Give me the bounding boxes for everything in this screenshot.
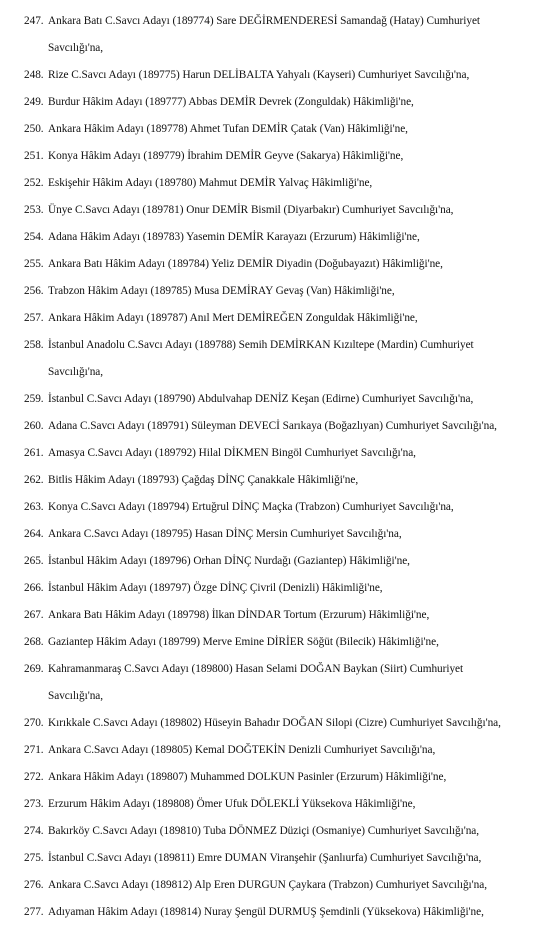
- list-item: [24, 251, 541, 278]
- entry-text: Ankara C.Savcı Adayı (189795) Hasan DİNÇ Mersin Cumhuriyet Savcılığı'na,: [48, 528, 402, 540]
- list-item: [24, 8, 541, 62]
- entry-text: Rize C.Savcı Adayı (189775) Harun DELİBALTA Yahyalı (Kayseri) Cumhuriyet Savcılığı'na,: [48, 69, 470, 81]
- list-item: [24, 602, 541, 629]
- entry-number: 255.: [24, 258, 44, 270]
- list-item: [24, 197, 541, 224]
- entry-text: Ankara Batı C.Savcı Adayı (189774) Sare DEĞİRMENDERESİ Samandağ (Hatay) Cumhuriyet: [48, 15, 481, 27]
- entry-text: Ankara Batı Hâkim Adayı (189784) Yeliz DEMİR Diyadin (Doğubayazıt) Hâkimliği'ne,: [48, 258, 443, 270]
- entry-number: 258.: [24, 339, 44, 351]
- list-item: [24, 413, 541, 440]
- entry-number: 262.: [24, 474, 44, 486]
- list-item: [24, 62, 541, 89]
- entry-text: Ankara Batı Hâkim Adayı (189798) İlkan DİNDAR Tortum (Erzurum) Hâkimliği'ne,: [48, 609, 430, 621]
- list-item: [24, 872, 541, 899]
- entry-number: 264.: [24, 528, 44, 540]
- entry-number: 252.: [24, 177, 44, 189]
- list-item: [24, 548, 541, 575]
- list-item: [24, 224, 541, 251]
- list-item: [24, 89, 541, 116]
- entry-text: Burdur Hâkim Adayı (189777) Abbas DEMİR Devrek (Zonguldak) Hâkimliği'ne,: [48, 96, 414, 108]
- list-item: [24, 386, 541, 413]
- entry-text: Ankara Hâkim Adayı (189787) Anıl Mert DEMİREĞEN Zonguldak Hâkimliği'ne,: [48, 312, 418, 324]
- entry-text: Amasya C.Savcı Adayı (189792) Hilal DİKMEN Bingöl Cumhuriyet Savcılığı'na,: [48, 447, 416, 459]
- appointment-list: [24, 8, 541, 926]
- entry-continuation: Savcılığı'na,: [48, 366, 104, 378]
- entry-continuation: Savcılığı'na,: [48, 690, 104, 702]
- entry-continuation: Savcılığı'na,: [48, 42, 104, 54]
- entry-text: Erzurum Hâkim Adayı (189808) Ömer Ufuk DÖLEKLİ Yüksekova Hâkimliği'ne,: [48, 798, 416, 810]
- entry-number: 247.: [24, 15, 44, 27]
- entry-number: 268.: [24, 636, 44, 648]
- entry-text: Adana Hâkim Adayı (189783) Yasemin DEMİR Karayazı (Erzurum) Hâkimliği'ne,: [48, 231, 420, 243]
- entry-text: Ankara C.Savcı Adayı (189805) Kemal DOĞTEKİN Denizli Cumhuriyet Savcılığı'na,: [48, 744, 436, 756]
- list-item: [24, 575, 541, 602]
- entry-number: 265.: [24, 555, 44, 567]
- list-item: [24, 143, 541, 170]
- list-item: [24, 629, 541, 656]
- list-item: [24, 791, 541, 818]
- entry-number: 269.: [24, 663, 44, 675]
- entry-text: Eskişehir Hâkim Adayı (189780) Mahmut DEMİR Yalvaç Hâkimliği'ne,: [48, 177, 373, 189]
- entry-number: 251.: [24, 150, 44, 162]
- list-item: [24, 656, 541, 710]
- entry-number: 263.: [24, 501, 44, 513]
- entry-text: İstanbul Anadolu C.Savcı Adayı (189788) Semih DEMİRKAN Kızıltepe (Mardin) Cumhuriyet: [48, 339, 474, 351]
- entry-number: 260.: [24, 420, 44, 432]
- entry-number: 272.: [24, 771, 44, 783]
- entry-text: Bitlis Hâkim Adayı (189793) Çağdaş DİNÇ Çanakkale Hâkimliği'ne,: [48, 474, 359, 486]
- list-item: [24, 305, 541, 332]
- entry-text: İstanbul C.Savcı Adayı (189790) Abdulvahap DENİZ Keşan (Edirne) Cumhuriyet Savcılığı'na,: [48, 393, 474, 405]
- entry-number: 271.: [24, 744, 44, 756]
- entry-number: 257.: [24, 312, 44, 324]
- entry-number: 273.: [24, 798, 44, 810]
- list-item: [24, 764, 541, 791]
- list-item: [24, 899, 541, 926]
- entry-text: Ünye C.Savcı Adayı (189781) Onur DEMİR Bismil (Diyarbakır) Cumhuriyet Savcılığı'na,: [48, 204, 454, 216]
- entry-text: Ankara Hâkim Adayı (189778) Ahmet Tufan DEMİR Çatak (Van) Hâkimliği'ne,: [48, 123, 408, 135]
- entry-text: Trabzon Hâkim Adayı (189785) Musa DEMİRAY Gevaş (Van) Hâkimliği'ne,: [48, 285, 395, 297]
- list-item: [24, 278, 541, 305]
- entry-number: 249.: [24, 96, 44, 108]
- entry-text: Adıyaman Hâkim Adayı (189814) Nuray Şengül DURMUŞ Şemdinli (Yüksekova) Hâkimliği'ne,: [48, 906, 484, 918]
- list-item: [24, 494, 541, 521]
- entry-text: Gaziantep Hâkim Adayı (189799) Merve Emine DİRİER Söğüt (Bilecik) Hâkimliği'ne,: [48, 636, 439, 648]
- entry-number: 274.: [24, 825, 44, 837]
- entry-number: 259.: [24, 393, 44, 405]
- entry-number: 256.: [24, 285, 44, 297]
- entry-text: Ankara C.Savcı Adayı (189812) Alp Eren DURGUN Çaykara (Trabzon) Cumhuriyet Savcılığı'na,: [48, 879, 487, 891]
- entry-text: Adana C.Savcı Adayı (189791) Süleyman DEVECİ Sarıkaya (Boğazlıyan) Cumhuriyet Savcılığı'na,: [48, 420, 497, 432]
- entry-text: Ankara Hâkim Adayı (189807) Muhammed DOLKUN Pasinler (Erzurum) Hâkimliği'ne,: [48, 771, 447, 783]
- entry-text: İstanbul Hâkim Adayı (189797) Özge DİNÇ Çivril (Denizli) Hâkimliği'ne,: [48, 582, 383, 594]
- entry-number: 275.: [24, 852, 44, 864]
- list-item: [24, 710, 541, 737]
- entry-number: 266.: [24, 582, 44, 594]
- list-item: [24, 467, 541, 494]
- list-item: [24, 818, 541, 845]
- entry-text: Bakırköy C.Savcı Adayı (189810) Tuba DÖNMEZ Düziçi (Osmaniye) Cumhuriyet Savcılığı'na,: [48, 825, 480, 837]
- entry-text: Kahramanmaraş C.Savcı Adayı (189800) Hasan Selami DOĞAN Baykan (Siirt) Cumhuriyet: [48, 663, 464, 675]
- entry-number: 254.: [24, 231, 44, 243]
- list-item: [24, 737, 541, 764]
- entry-text: İstanbul Hâkim Adayı (189796) Orhan DİNÇ Nurdağı (Gaziantep) Hâkimliği'ne,: [48, 555, 410, 567]
- entry-number: 250.: [24, 123, 44, 135]
- list-item: [24, 440, 541, 467]
- entry-number: 253.: [24, 204, 44, 216]
- entry-number: 248.: [24, 69, 44, 81]
- entry-text: İstanbul C.Savcı Adayı (189811) Emre DUMAN Viranşehir (Şanlıurfa) Cumhuriyet Savcılığı'na,: [48, 852, 482, 864]
- entry-number: 261.: [24, 447, 44, 459]
- list-item: [24, 332, 541, 386]
- entry-number: 277.: [24, 906, 44, 918]
- entry-number: 276.: [24, 879, 44, 891]
- entry-number: 267.: [24, 609, 44, 621]
- entry-text: Kırıkkale C.Savcı Adayı (189802) Hüseyin Bahadır DOĞAN Silopi (Cizre) Cumhuriyet Savcılığı'na,: [48, 717, 501, 729]
- entry-text: Konya C.Savcı Adayı (189794) Ertuğrul DİNÇ Maçka (Trabzon) Cumhuriyet Savcılığı'na,: [48, 501, 454, 513]
- entry-number: 270.: [24, 717, 44, 729]
- list-item: [24, 170, 541, 197]
- list-item: [24, 521, 541, 548]
- list-item: [24, 845, 541, 872]
- entry-text: Konya Hâkim Adayı (189779) İbrahim DEMİR Geyve (Sakarya) Hâkimliği'ne,: [48, 150, 404, 162]
- list-item: [24, 116, 541, 143]
